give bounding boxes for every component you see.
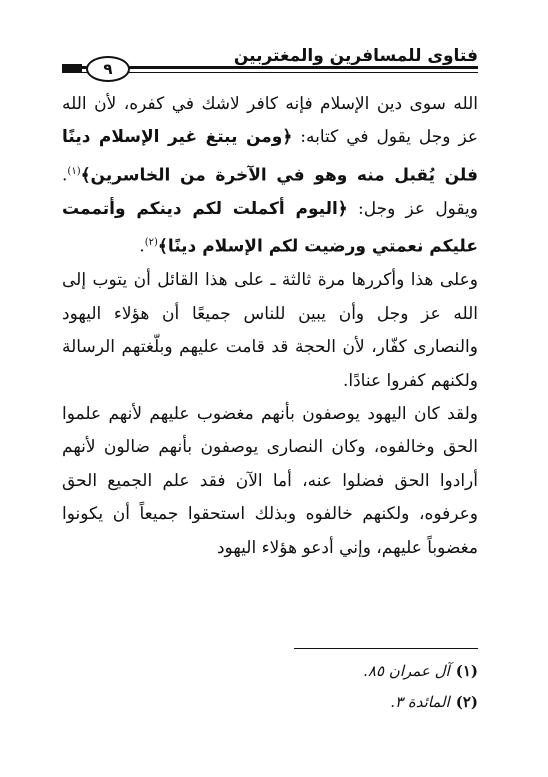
footnote-2 [62, 687, 478, 718]
footnote-number: (٢) [455, 693, 478, 711]
header-rule-cap [62, 64, 82, 73]
paragraph-2: وعلى هذا وأكررها مرة ثالثة ـ على هذا القائل أن يتوب إلى الله عز وجل وأن يبين للناس جميعًا أن هؤلاء اليهود والنصارى كفّار، لأن الحجة قد قامت عليهم وبلّغتهم الرسالة ولكنهم كفروا عنادًا. [62, 270, 478, 391]
text-segment: الله سوى دين الإسلام فإنه كافر لاشك في كفره، لأن الله عز وجل يقول في كتابه: [62, 94, 478, 148]
paragraph-1 [62, 88, 478, 264]
text-segment: . ويقول عز وجل: [62, 165, 478, 219]
footnote-number: (١) [455, 662, 478, 680]
quran-quote-2: ﴿اليوم أكملت لكم دينكم وأتممت عليكم نعمتي ورضيت لكم الإسلام دينًا﴾ [62, 198, 478, 257]
text-segment: . [139, 236, 145, 257]
page-header [62, 42, 478, 78]
quran-quote-1: ﴿ومن يبتغ غير الإسلام دينًا فلن يُقبل منه وهو في الآخرة من الخاسرين﴾ [62, 127, 478, 186]
paragraph-3: ولقد كان اليهود يوصفون بأنهم مغضوب عليهم لأنهم علموا الحق وخالفوه، وكان النصارى يوصفون بأنهم ضالون لأنهم أرادوا الحق فضلوا عنه، أما الآن فقد علم الجميع الحق وعرفوه، ولكنهم خالفوه وبذلك استحقوا جميعاً أن يكونوا مغضوباً عليهم، وإني أدعو هؤلاء اليهود [62, 403, 478, 558]
footnote-separator [294, 648, 478, 649]
footnote-ref-2: (٢) [144, 237, 158, 249]
footnote-text: آل عمران ٨٥. [363, 662, 450, 680]
running-title: فتاوى للمسافرين والمغتربين [233, 46, 478, 66]
footnotes [62, 656, 478, 718]
footnote-text: المائدة ٣. [390, 693, 450, 711]
body-text [62, 88, 478, 565]
page-number: ٩ [86, 56, 130, 82]
footnote-1 [62, 656, 478, 687]
footnote-ref-1: (١) [67, 165, 81, 177]
